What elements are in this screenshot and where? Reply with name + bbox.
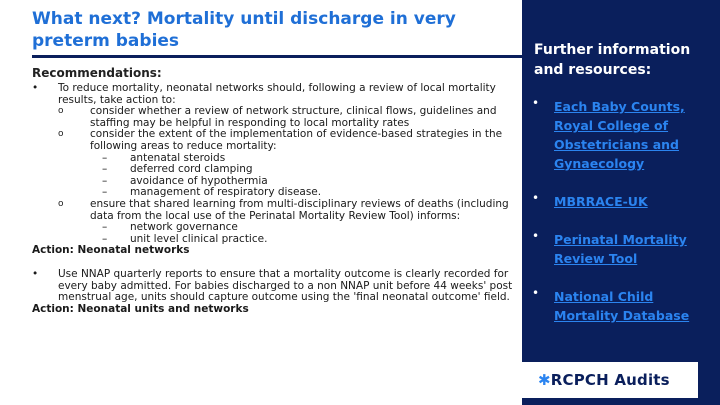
sub-sub-item-text: unit level clinical practice. xyxy=(130,232,268,245)
logo-text: RCPCH Audits xyxy=(550,371,670,389)
recommendations-body xyxy=(32,83,516,315)
recommendations-heading: Recommendations: xyxy=(32,66,162,80)
resource-item xyxy=(532,96,718,172)
recommendation-item xyxy=(32,269,516,304)
recommendation-item xyxy=(32,83,516,106)
recommendation-text: To reduce mortality, neonatal networks should, following a review of local mortality results, take action to: xyxy=(58,82,496,106)
logo-area xyxy=(518,362,698,398)
mbrrace-uk-link[interactable]: MBRRACE-UK xyxy=(554,194,648,209)
resources-panel xyxy=(522,0,720,405)
sub-sub-item xyxy=(32,164,516,176)
bullet-marker: • xyxy=(532,286,540,300)
dash-marker: – xyxy=(102,232,108,245)
dash-marker: – xyxy=(102,163,108,176)
title-divider xyxy=(32,55,522,58)
sub-sub-item-text: management of respiratory disease. xyxy=(130,186,322,199)
resource-item xyxy=(532,286,718,324)
dash-marker: – xyxy=(102,174,108,187)
perinatal-mortality-review-tool-link[interactable]: Perinatal Mortality Review Tool xyxy=(554,232,687,266)
bullet-marker: • xyxy=(532,96,540,110)
each-baby-counts-link[interactable]: Each Baby Counts, Royal College of Obstetricians and Gynaecology xyxy=(554,99,685,171)
sub-sub-item-text: deferred cord clamping xyxy=(130,163,253,176)
sub-marker: o xyxy=(58,106,64,117)
sub-marker: o xyxy=(58,129,64,140)
sub-item-text: consider whether a review of network structure, clinical flows, guidelines and staffing may be helpful in responding to local mortality rates xyxy=(90,105,497,129)
resources-heading: Further information and resources: xyxy=(534,42,691,78)
slide-title: What next? Mortality until discharge in very preterm babies xyxy=(32,9,456,51)
bullet-marker: • xyxy=(32,267,39,280)
recommendation-text: Use NNAP quarterly reports to ensure that a mortality outcome is clearly recorded for every baby admitted. For babies discharged to a non NNAP unit before 44 weeks' post menstrual age, units should capture outcome using the 'final neonatal outcome' field. xyxy=(58,267,513,304)
sub-item-text: consider the extent of the implementation of evidence-based strategies in the following areas to reduce mortality: xyxy=(90,128,503,152)
resource-item xyxy=(532,229,718,267)
bullet-marker: • xyxy=(532,229,540,243)
sub-sub-item xyxy=(32,222,516,234)
national-child-mortality-database-link[interactable]: National Child Mortality Database xyxy=(554,289,690,323)
resource-item xyxy=(532,191,718,210)
rcpch-audits-logo xyxy=(538,371,670,389)
sub-sub-item-text: avoidance of hypothermia xyxy=(130,174,268,187)
sub-item xyxy=(32,106,516,129)
bullet-marker: • xyxy=(532,191,540,205)
star-icon: ✱ xyxy=(538,371,551,389)
sub-item xyxy=(32,199,516,222)
dash-marker: – xyxy=(102,186,108,199)
action-line: Action: Neonatal networks xyxy=(32,244,190,257)
dash-marker: – xyxy=(102,221,108,234)
dash-marker: – xyxy=(102,151,108,164)
action-line: Action: Neonatal units and networks xyxy=(32,302,249,315)
sub-item-text: ensure that shared learning from multi-disciplinary reviews of deaths (including data from the local use of the Perinatal Mortality Review Tool) informs: xyxy=(90,197,509,222)
sub-marker: o xyxy=(58,198,64,209)
sub-item xyxy=(32,129,516,152)
sub-sub-item-text: network governance xyxy=(130,221,238,234)
bullet-marker: • xyxy=(32,82,39,94)
resources-list xyxy=(532,96,718,343)
sub-sub-item-text: antenatal steroids xyxy=(130,151,226,164)
